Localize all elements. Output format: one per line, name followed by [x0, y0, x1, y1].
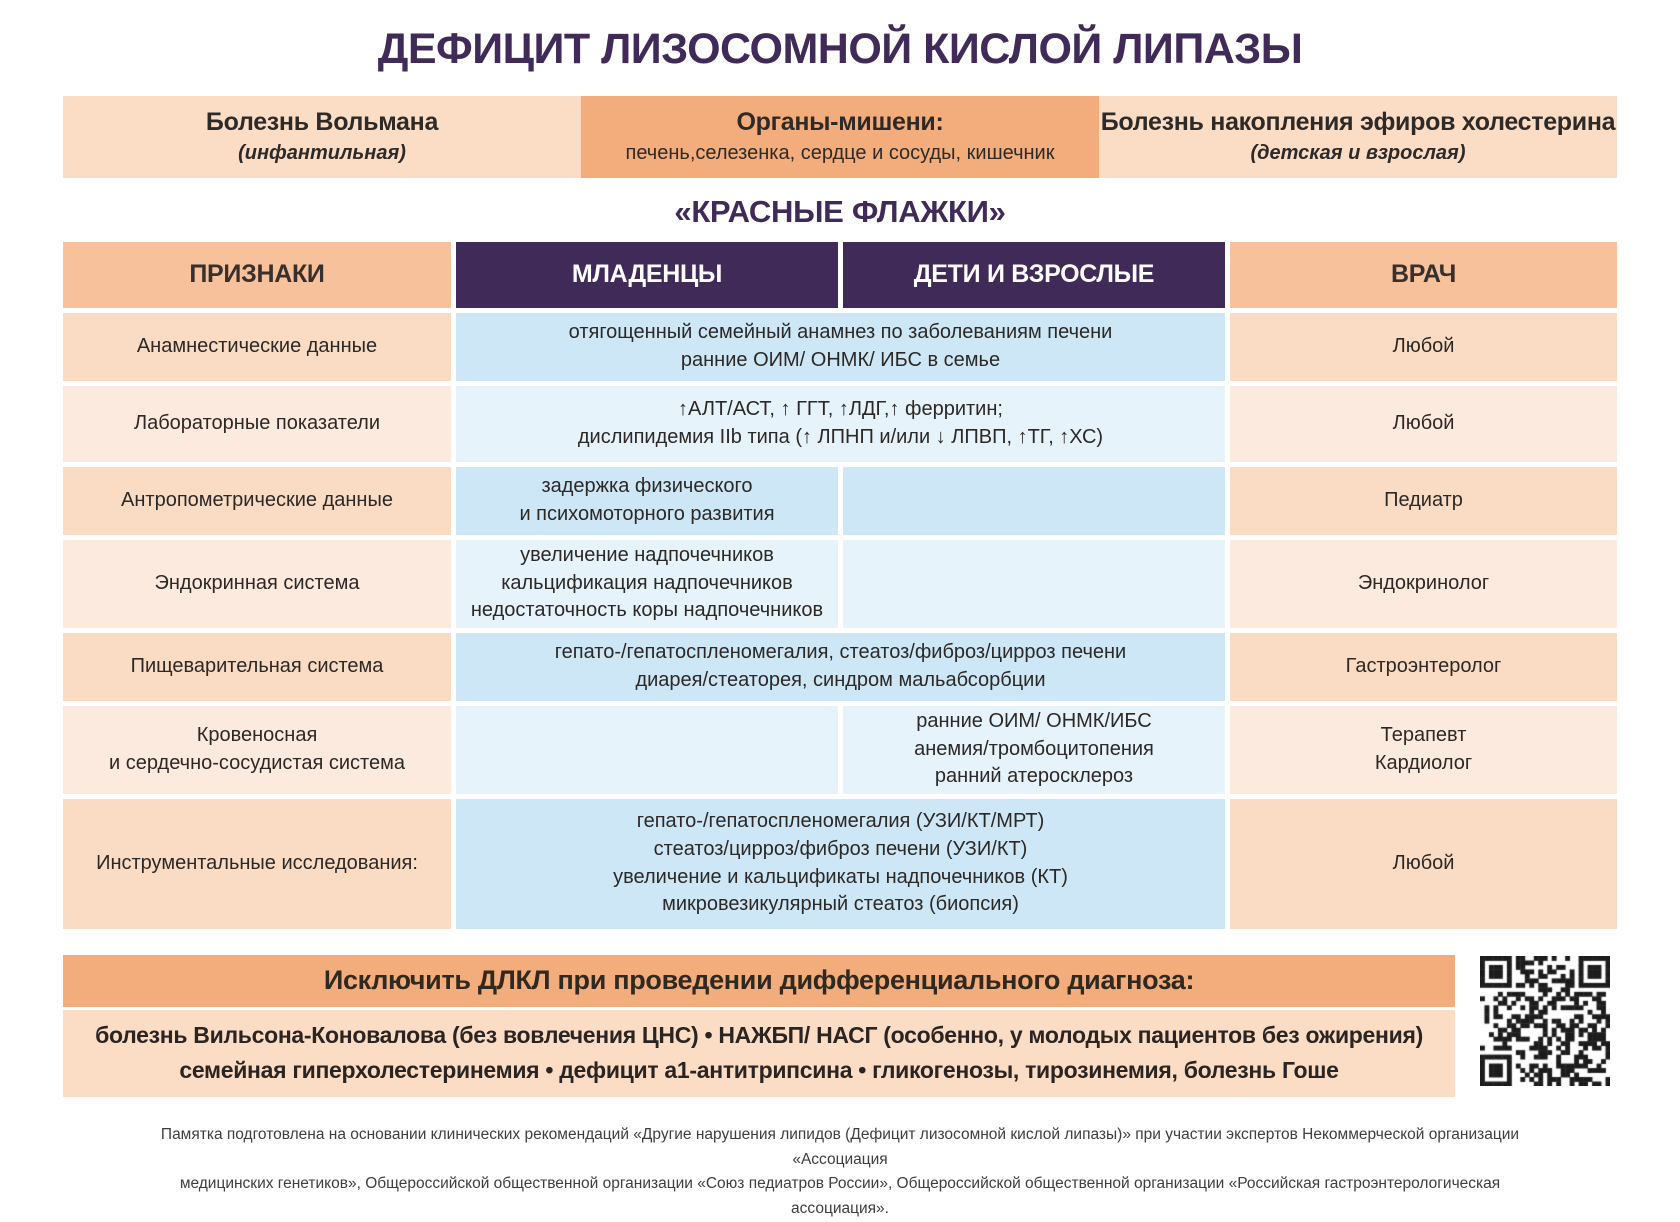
box-title: Болезнь накопления эфиров холестерина — [1100, 108, 1616, 137]
cell-cardiovascular-infants-empty — [456, 706, 838, 794]
box-subtitle: печень,селезенка, сердце и сосуды, кишечник — [625, 141, 1055, 164]
footer-line: медицинских генетиков», Общероссийской общественной организации «Союз педиатров России», Общероссийской общественной организации «Российская гастроэнтерологическая ассоциация». — [179, 1175, 1501, 1218]
red-flags-heading: «КРАСНЫЕ ФЛАЖКИ» — [674, 193, 1006, 229]
cell-laboratory-both: ↑АЛТ/АСТ, ↑ ГГТ, ↑ЛДГ,↑ ферритин; дислипидемия IIb типа (↑ ЛПНП и/или ↓ ЛПВП, ↑ТГ, ↑ХС) — [456, 386, 1225, 462]
cell-doctor-endocrine: Эндокринолог — [1230, 540, 1617, 628]
footer-line: Памятка подготовлена на основании клинических рекомендаций «Другие нарушения липидов (Дефицит лизосомной кислой липазы)» при участии экспертов Некоммерческой организации «Ассоциация — [160, 1125, 1520, 1168]
qr-code — [1480, 956, 1610, 1086]
cell-doctor-digestive: Гастроэнтеролог — [1230, 633, 1617, 701]
row-label-anthropometric: Антропометрические данные — [63, 467, 451, 535]
top-box-cholesteryl-ester-storage — [1099, 96, 1617, 178]
box-subtitle: (детская и взрослая) — [1250, 141, 1466, 164]
cell-digestive-both: гепато-/гепатоспленомегалия, стеатоз/фиброз/цирроз печени диарея/стеаторея, синдром мальабсорбции — [456, 633, 1225, 701]
cell-anthropometric-children-empty — [843, 467, 1225, 535]
box-title: Болезнь Вольмана — [205, 108, 439, 137]
cell-endocrine-children-empty — [843, 540, 1225, 628]
red-flags-table — [63, 242, 1617, 929]
cell-anthropometric-infants: задержка физического и психомоторного развития — [456, 467, 838, 535]
row-label-cardiovascular: Кровеносная и сердечно-сосудистая система — [63, 706, 451, 794]
box-title: Органы-мишени: — [736, 108, 944, 137]
exclusion-body: болезнь Вильсона-Коновалова (без вовлечения ЦНС) • НАЖБП/ НАСГ (особенно, у молодых пациентов без ожирения) семейная гиперхолестеринемия • дефицит а1-антитрипсина • гликогенозы, тирозинемия, болезнь Гоше — [63, 1010, 1455, 1097]
disease-summary-strip — [63, 96, 1617, 178]
cell-doctor-anamnestic: Любой — [1230, 313, 1617, 381]
cell-cardiovascular-children: ранние ОИМ/ ОНМК/ИБС анемия/тромбоцитопения ранний атеросклероз — [843, 706, 1225, 794]
qr-wrap — [1480, 955, 1610, 1091]
top-box-target-organs — [581, 96, 1099, 178]
row-label-anamnestic-data: Анамнестические данные — [63, 313, 451, 381]
column-header-signs: ПРИЗНАКИ — [63, 242, 451, 308]
cell-doctor-anthropometric: Педиатр — [1230, 467, 1617, 535]
row-label-laboratory: Лабораторные показатели — [63, 386, 451, 462]
box-subtitle: (инфантильная) — [238, 141, 406, 164]
page-title: ДЕФИЦИТ ЛИЗОСОМНОЙ КИСЛОЙ ЛИПАЗЫ — [377, 25, 1303, 73]
top-box-wolman-disease — [63, 96, 581, 178]
exclusion-box — [63, 955, 1455, 1097]
cell-instrumental-both: гепато-/гепатоспленомегалия (УЗИ/КТ/МРТ) стеатоз/цирроз/фиброз печени (УЗИ/КТ) увеличение и кальцификаты надпочечников (КТ) микровезикулярный стеатоз (биопсия) — [456, 799, 1225, 929]
exclusion-title: Исключить ДЛКЛ при проведении дифференциального диагноза: — [63, 955, 1455, 1007]
poster-page — [0, 24, 1680, 1218]
column-header-doctor: ВРАЧ — [1230, 242, 1617, 308]
exclusion-section — [63, 955, 1617, 1097]
row-label-endocrine: Эндокринная система — [63, 540, 451, 628]
row-label-instrumental: Инструментальные исследования: — [63, 799, 451, 929]
cell-anamnestic-both: отягощенный семейный анамнез по заболеваниям печени ранние ОИМ/ ОНМК/ ИБС в семье — [456, 313, 1225, 381]
cell-endocrine-infants: увеличение надпочечников кальцификация надпочечников недостаточность коры надпочечников — [456, 540, 838, 628]
cell-doctor-instrumental: Любой — [1230, 799, 1617, 929]
column-header-children-adults: ДЕТИ И ВЗРОСЛЫЕ — [843, 242, 1225, 308]
row-label-digestive: Пищеварительная система — [63, 633, 451, 701]
cell-doctor-cardiovascular: Терапевт Кардиолог — [1230, 706, 1617, 794]
cell-doctor-laboratory: Любой — [1230, 386, 1617, 462]
column-header-infants: МЛАДЕНЦЫ — [456, 242, 838, 308]
footer-note — [130, 1123, 1550, 1222]
